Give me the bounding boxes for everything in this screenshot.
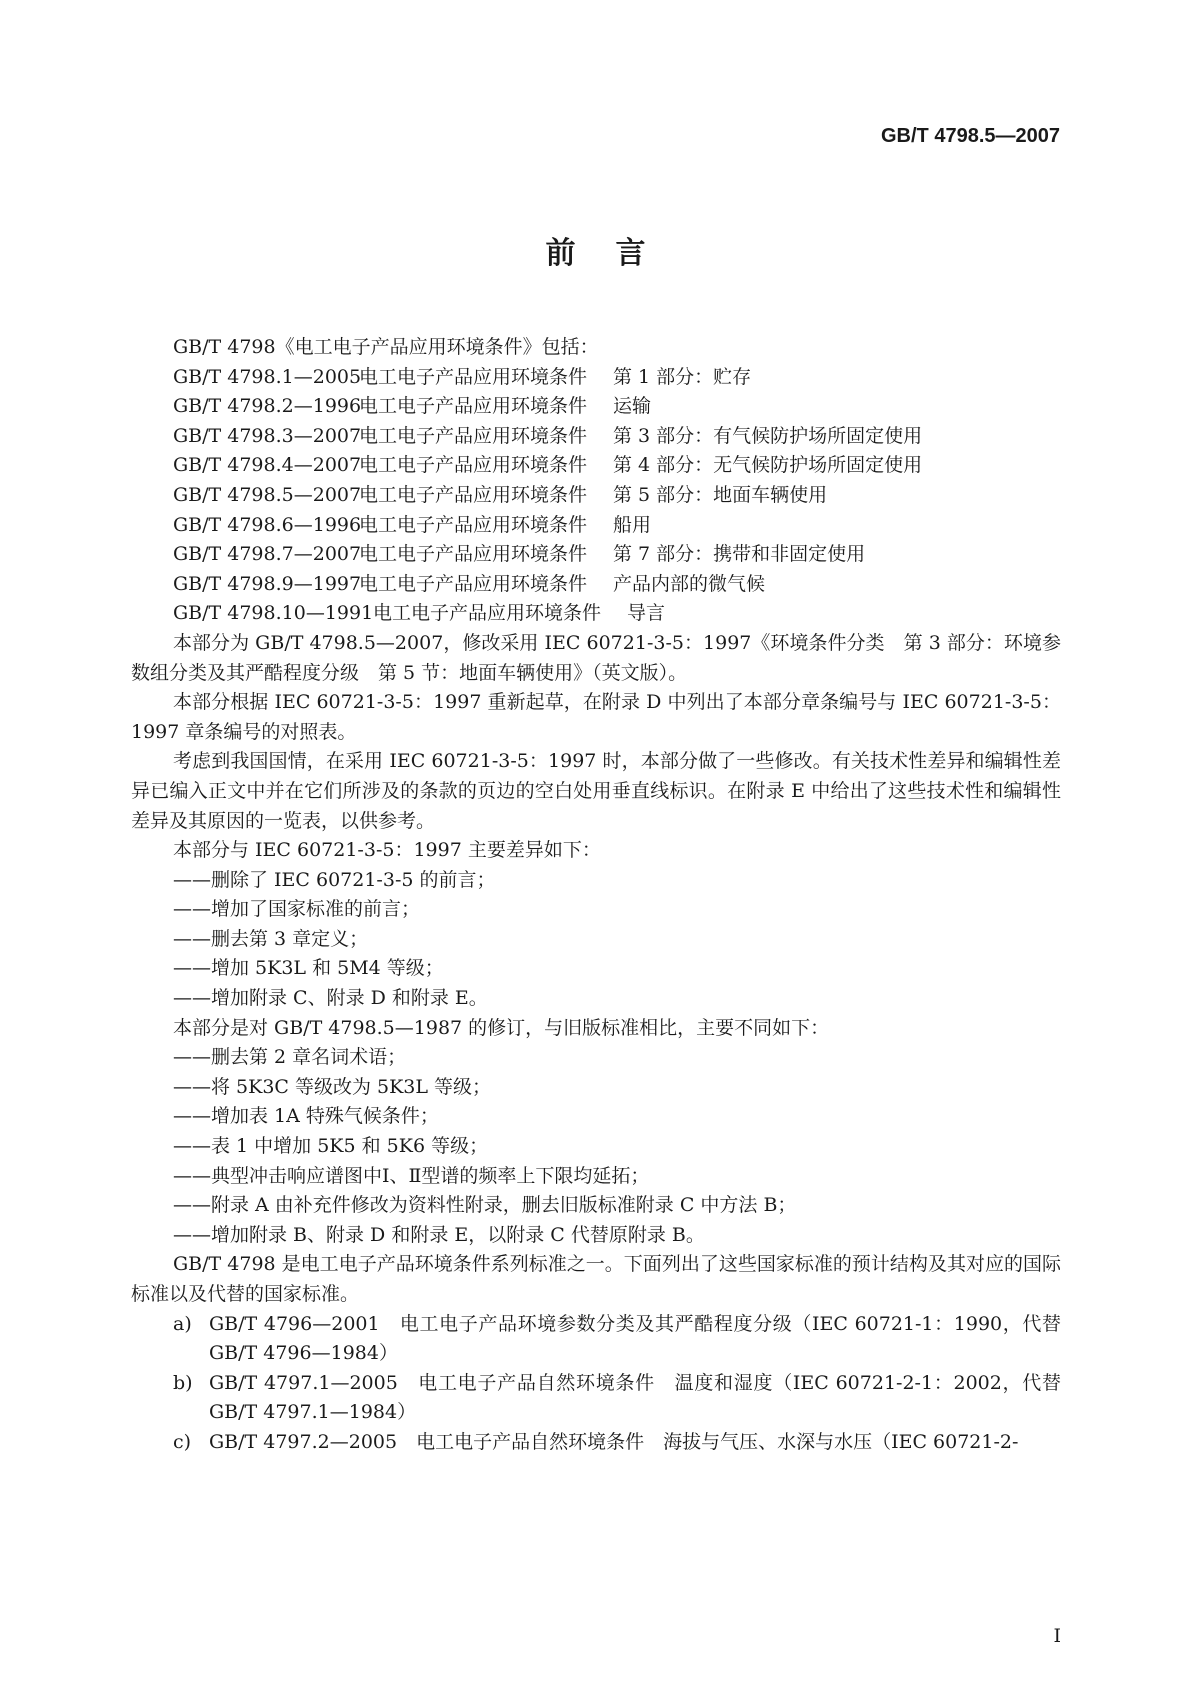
standard-part: 第 5 部分：地面车辆使用 <box>613 483 828 506</box>
standard-part: 第 7 部分：携带和非固定使用 <box>613 543 866 566</box>
national-conditions-paragraph: 考虑到我国国情，在采用 IEC 60721-3-5：1997 时，本部分做了一些修改。有关技术性差异和编辑性差异已编入正文中并在它们所涉及的条款的页边的空白处用垂直线标识。在附录 E 中给出了这些技术性和编辑性差异及其原因的一览表，以供参考。 <box>131 750 1061 832</box>
standard-part: 导言 <box>627 602 666 625</box>
list-item: ——删去第 3 章定义； <box>173 927 369 950</box>
list-item <box>131 451 1061 481</box>
standard-name: 电工电子产品应用环境条件 <box>359 513 588 536</box>
standard-code: GB/T 4798.10—1991 <box>173 602 374 625</box>
item-label: b) <box>173 1371 193 1394</box>
list-item: ——增加附录 C、附录 D 和附录 E。 <box>173 987 488 1010</box>
standard-part: 产品内部的微气候 <box>613 572 766 595</box>
standard-name: 电工电子产品应用环境条件 <box>359 395 588 418</box>
list-item <box>131 511 1061 541</box>
page-title: 前言 <box>545 236 686 271</box>
standard-code: GB/T 4798.4—2007 <box>173 454 362 477</box>
list-item: ——附录 A 由补充件修改为资料性附录，删去旧版标准附录 C 中方法 B； <box>173 1194 797 1217</box>
item-text: GB/T 4797.1—2005 电工电子产品自然环境条件 温度和湿度（IEC 60721-2-1：2002，代替GB/T 4797.1—1984） <box>209 1371 1061 1424</box>
list-item: ——表 1 中增加 5K5 和 5K6 等级； <box>173 1135 489 1158</box>
standard-code: GB/T 4798.7—2007 <box>173 543 362 566</box>
standard-part: 第 1 部分：贮存 <box>613 365 752 388</box>
revision-differences-intro: 本部分是对 GB/T 4798.5—1987 的修订，与旧版标准相比，主要不同如下： <box>173 1016 830 1039</box>
intro-paragraph: GB/T 4798《电工电子产品应用环境条件》包括： <box>173 336 599 358</box>
standard-code: GB/T 4798.5—2007 <box>173 483 362 506</box>
standard-code: GB/T 4798.6—1996 <box>173 513 362 536</box>
list-item <box>131 1428 1061 1458</box>
series-paragraph: GB/T 4798 是电工电子产品环境条件系列标准之一。下面列出了这些国家标准的预计结构及其对应的国际标准以及代替的国家标准。 <box>131 1253 1061 1305</box>
iec-differences-intro: 本部分与 IEC 60721-3-5：1997 主要差异如下： <box>173 839 601 862</box>
list-item: ——增加附录 B、附录 D 和附录 E，以附录 C 代替原附录 B。 <box>173 1223 705 1246</box>
list-item <box>131 540 1061 570</box>
list-item: ——典型冲击响应谱图中Ⅰ、Ⅱ型谱的频率上下限均延拓； <box>173 1164 650 1187</box>
item-label: a) <box>173 1312 192 1335</box>
standards-list <box>131 363 1061 629</box>
list-item <box>131 599 1061 629</box>
list-item <box>131 363 1061 393</box>
list-item: ——增加表 1A 特殊气候条件； <box>173 1105 439 1128</box>
standard-name: 电工电子产品应用环境条件 <box>359 365 588 388</box>
document-number-header: GB/T 4798.5—2007 <box>881 125 1060 147</box>
standard-code: GB/T 4798.9—1997 <box>173 572 362 595</box>
standard-code: GB/T 4798.1—2005 <box>173 365 362 388</box>
document-body <box>131 333 1061 1458</box>
standard-name: 电工电子产品应用环境条件 <box>359 483 588 506</box>
list-item: ——将 5K3C 等级改为 5K3L 等级； <box>173 1075 492 1098</box>
item-text: GB/T 4796—2001 电工电子产品环境参数分类及其严酷程度分级（IEC 60721-1：1990，代替GB/T 4796—1984） <box>209 1312 1061 1365</box>
list-item <box>131 392 1061 422</box>
page-number: I <box>1053 1625 1061 1647</box>
standard-part: 船用 <box>613 513 652 536</box>
list-item <box>131 422 1061 452</box>
list-item: ——增加 5K3L 和 5M4 等级； <box>173 957 444 980</box>
list-item: ——删去第 2 章名词术语； <box>173 1046 407 1069</box>
standard-part: 运输 <box>613 395 652 418</box>
list-item: ——删除了 IEC 60721-3-5 的前言； <box>173 868 496 891</box>
standard-part: 第 3 部分：有气候防护场所固定使用 <box>613 424 923 447</box>
standard-name: 电工电子产品应用环境条件 <box>359 543 588 566</box>
standard-name: 电工电子产品应用环境条件 <box>359 424 588 447</box>
series-list <box>131 1310 1061 1458</box>
standard-part: 第 4 部分：无气候防护场所固定使用 <box>613 454 923 477</box>
list-item <box>131 481 1061 511</box>
list-item <box>131 1369 1061 1428</box>
item-text: GB/T 4797.2—2005 电工电子产品自然环境条件 海拔与气压、水深与水压（IEC 60721-2- <box>209 1430 1019 1453</box>
iec-differences-list <box>131 866 1061 1014</box>
standard-name: 电工电子产品应用环境条件 <box>359 572 588 595</box>
item-label: c) <box>173 1430 192 1453</box>
list-item <box>131 1310 1061 1369</box>
list-item: ——增加了国家标准的前言； <box>173 898 421 921</box>
adoption-paragraph: 本部分为 GB/T 4798.5—2007，修改采用 IEC 60721-3-5：1997《环境条件分类 第 3 部分：环境参数组分类及其严酷程度分级 第 5 节：地面车辆使用》（英文版）。 <box>131 631 1061 684</box>
standard-code: GB/T 4798.2—1996 <box>173 395 362 418</box>
standard-name: 电工电子产品应用环境条件 <box>359 454 588 477</box>
redraft-paragraph: 本部分根据 IEC 60721-3-5：1997 重新起草，在附录 D 中列出了本部分章条编号与 IEC 60721-3-5：1997 章条编号的对照表。 <box>131 691 1061 743</box>
standard-name: 电工电子产品应用环境条件 <box>373 602 602 625</box>
standard-code: GB/T 4798.3—2007 <box>173 424 362 447</box>
list-item <box>131 570 1061 600</box>
revision-differences-list <box>131 1043 1061 1250</box>
